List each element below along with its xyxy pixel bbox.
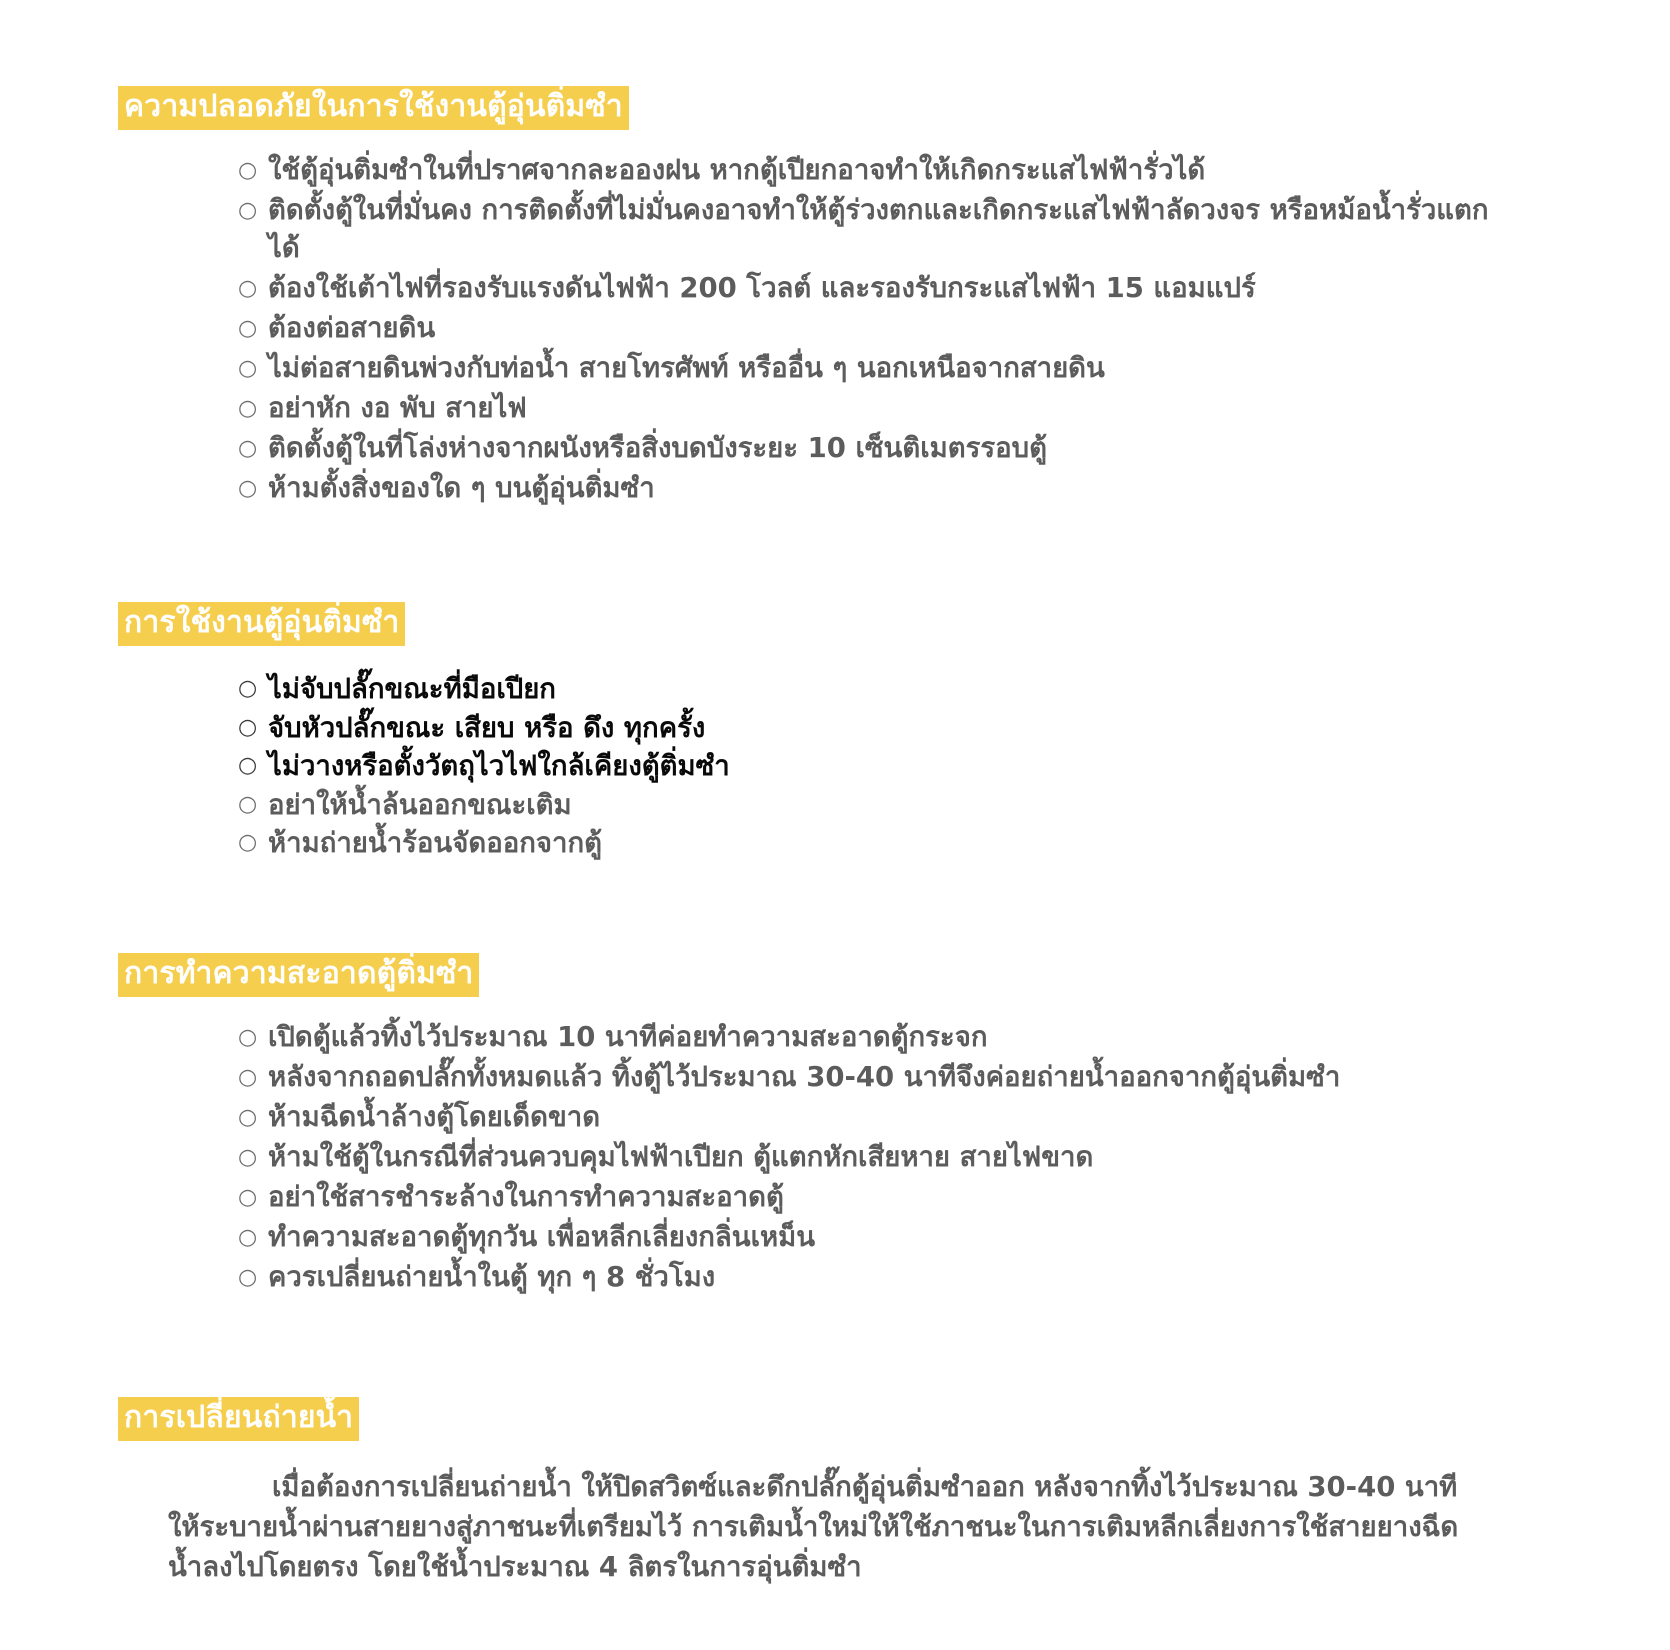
- section-heading-wrap: [0, 86, 1670, 130]
- list-item: [0, 824, 1670, 863]
- section-list-wrap: [0, 646, 1670, 863]
- list-item-text: ห้ามฉีดน้ำล้างตู้โดยเด็ดขาด: [268, 1100, 601, 1133]
- section-heading-usage: การใช้งานตู้อุ่นติ่มซำ: [118, 602, 405, 646]
- cleaning-list: [0, 1019, 1670, 1297]
- list-item-text: อย่าใช้สารชำระล้างในการทำความสะอาดตู้: [268, 1180, 784, 1213]
- list-item: [0, 152, 1670, 190]
- list-item: [0, 470, 1670, 508]
- bullet-circle-icon: ○: [238, 1224, 258, 1250]
- list-item: [0, 747, 1670, 786]
- list-item-text: ไม่จับปลั๊กขณะที่มือเปียก: [268, 673, 556, 706]
- list-item-text: ต้องใช้เต้าไฟที่รองรับแรงดันไฟฟ้า 200 โวลต์ และรองรับกระแสไฟฟ้า 15 แอมแปร์: [268, 272, 1256, 305]
- section-heading-water-change: การเปลี่ยนถ่ายน้ำ: [118, 1397, 359, 1441]
- list-item: [0, 670, 1670, 709]
- list-item-text: ใช้ตู้อุ่นติ่มซำในที่ปราศจากละอองฝน หากตู้เปียกอาจทำให้เกิดกระแสไฟฟ้ารั่วได้: [268, 154, 1206, 187]
- list-item: [0, 1219, 1670, 1257]
- list-item: [0, 1139, 1670, 1177]
- bullet-circle-icon: ○: [238, 1264, 258, 1290]
- list-item-text: ไม่วางหรือตั้งวัตถุไวไฟใกล้เคียงตู้ติ่มซำ: [268, 750, 730, 783]
- bullet-circle-icon: ○: [238, 791, 258, 817]
- section-water-change: [0, 1299, 1670, 1588]
- list-item-text: อย่าให้น้ำล้นออกขณะเติม: [268, 788, 572, 821]
- section-list-wrap: [0, 997, 1670, 1297]
- list-item: [0, 1179, 1670, 1217]
- section-cleaning: [0, 863, 1670, 1297]
- list-item: [0, 270, 1670, 308]
- bullet-circle-icon: ○: [238, 276, 258, 302]
- bullet-circle-icon: ○: [238, 316, 258, 342]
- list-item: [0, 786, 1670, 825]
- section-heading-wrap: [0, 1397, 1670, 1441]
- list-item: [0, 430, 1670, 468]
- section-list-wrap: [0, 130, 1670, 507]
- bullet-circle-icon: ○: [238, 753, 258, 779]
- bullet-circle-icon: ○: [238, 158, 258, 184]
- section-heading-cleaning: การทำความสะอาดตู้ติ่มซำ: [118, 953, 479, 997]
- bullet-circle-icon: ○: [238, 356, 258, 382]
- section-usage: [0, 510, 1670, 863]
- bullet-circle-icon: ○: [238, 1184, 258, 1210]
- list-item-text: ไม่ต่อสายดินพ่วงกับท่อน้ำ สายโทรศัพท์ หรืออื่น ๆ นอกเหนือจากสายดิน: [268, 352, 1105, 385]
- section-safety: [0, 0, 1670, 508]
- list-item-text: ติดตั้งตู้ในที่โล่งห่างจากผนังหรือสิ่งบดบังระยะ 10 เซ็นติเมตรรอบตู้: [268, 431, 1047, 464]
- bullet-circle-icon: ○: [238, 714, 258, 740]
- list-item: [0, 1019, 1670, 1057]
- list-item-text: หลังจากถอดปลั๊กทั้งหมดแล้ว ทิ้งตู้ไว้ประมาณ 30-40 นาทีจึงค่อยถ่ายน้ำออกจากตู้อุ่นติ่มซำ: [268, 1061, 1341, 1094]
- list-item: [0, 1259, 1670, 1297]
- bullet-circle-icon: ○: [238, 676, 258, 702]
- list-item: [0, 310, 1670, 348]
- section-heading-safety: ความปลอดภัยในการใช้งานตู้อุ่นติ่มซำ: [118, 86, 629, 130]
- list-item-text: อย่าหัก งอ พับ สายไฟ: [268, 392, 527, 425]
- list-item: [0, 390, 1670, 428]
- bullet-circle-icon: ○: [238, 435, 258, 461]
- bullet-circle-icon: ○: [238, 198, 258, 224]
- bullet-circle-icon: ○: [238, 1025, 258, 1051]
- section-heading-wrap: [0, 602, 1670, 646]
- list-item-text: ห้ามตั้งสิ่งของใด ๆ บนตู้อุ่นติ่มซำ: [268, 471, 655, 504]
- section-heading-wrap: [0, 953, 1670, 997]
- bullet-circle-icon: ○: [238, 1104, 258, 1130]
- list-item-text: ทำความสะอาดตู้ทุกวัน เพื่อหลีกเลี่ยงกลิ่นเหม็น: [268, 1220, 816, 1253]
- safety-list: [0, 152, 1670, 507]
- list-item: [0, 350, 1670, 388]
- bullet-circle-icon: ○: [238, 830, 258, 856]
- bullet-circle-icon: ○: [238, 475, 258, 501]
- bullet-circle-icon: ○: [238, 1065, 258, 1091]
- bullet-circle-icon: ○: [238, 1144, 258, 1170]
- list-item: [0, 709, 1670, 748]
- list-item: [0, 1099, 1670, 1137]
- bullet-circle-icon: ○: [238, 396, 258, 422]
- list-item-text: เปิดตู้แล้วทิ้งไว้ประมาณ 10 นาทีค่อยทำความสะอาดตู้กระจก: [268, 1021, 988, 1054]
- list-item: [0, 1059, 1670, 1097]
- list-item-text: จับหัวปลั๊กขณะ เสียบ หรือ ดึง ทุกครั้ง: [268, 711, 706, 744]
- list-item-text: ห้ามใช้ตู้ในกรณีที่ส่วนควบคุมไฟฟ้าเปียก ตู้แตกหักเสียหาย สายไฟขาด: [268, 1140, 1094, 1173]
- list-item-text: ควรเปลี่ยนถ่ายน้ำในตู้ ทุก ๆ 8 ชั่วโมง: [268, 1260, 716, 1293]
- water-change-paragraph: เมื่อต้องการเปลี่ยนถ่ายน้ำ ให้ปิดสวิตซ์และดึกปลั๊กตู้อุ่นติ่มซำออก หลังจากทิ้งไว้ประมาณ 30-40 นาที ให้ระบายน้ำผ่านสายยางสู่ภาชนะที่เตรียมไว้ การเติมน้ำใหม่ให้ใช้ภาชนะในการเติมหลีกเลี่ยงการใช้สายยางฉีดน้ำลงไปโดยตรง โดยใช้น้ำประมาณ 4 ลิตรในการอุ่นติ่มซำ: [168, 1471, 1459, 1584]
- usage-list: [0, 670, 1670, 863]
- list-item: [0, 192, 1670, 268]
- list-item-text: ห้ามถ่ายน้ำร้อนจัดออกจากตู้: [268, 827, 602, 860]
- list-item-text: ต้องต่อสายดิน: [268, 312, 436, 345]
- list-item-text: ติดตั้งตู้ในที่มั่นคง การติดตั้งที่ไม่มั่นคงอาจทำให้ตู้ร่วงตกและเกิดกระแสไฟฟ้าลัดวงจร หรือหม้อน้ำรั่วแตกได้: [268, 194, 1489, 265]
- section-paragraph-wrap: [0, 1441, 1670, 1587]
